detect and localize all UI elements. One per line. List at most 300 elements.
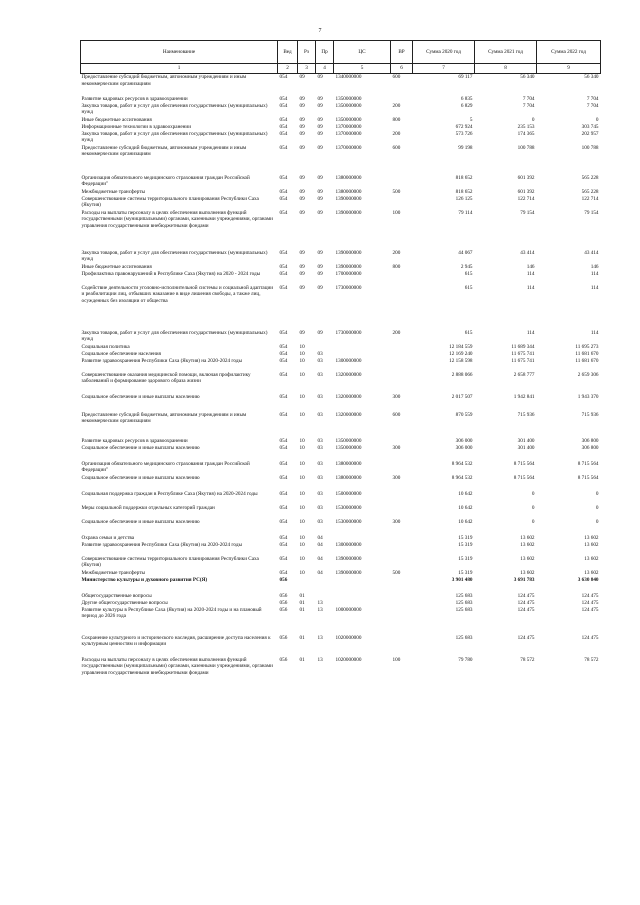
header-pr: Пр (316, 41, 334, 64)
row-pr: 03 (317, 437, 323, 444)
column-number: 4 (316, 64, 334, 74)
row-sum-2020: 6 835 (460, 95, 473, 102)
row-pr: 04 (317, 569, 323, 576)
header-rz: Рз (298, 41, 316, 64)
row-ved: 054 (279, 188, 288, 195)
row-rz: 09 (299, 74, 305, 80)
row-sum-2020: 2 945 (460, 263, 473, 270)
row-vr (391, 196, 413, 210)
table-row (81, 535, 601, 542)
row-name: Развитие здравоохранения Республики Саха (Якутия) на 2020-2024 годы (81, 357, 242, 364)
row-cs: 1350000000 (335, 437, 362, 444)
row-sum-2022: 122 714 (581, 195, 599, 202)
row-name: Расходы на выплаты персоналу в целях обеспечения выполнения функций государственными (муниципальными) органами, казенными учреждениями, органами управления государственными внебюджетными фондами (81, 209, 273, 229)
row-pr (316, 593, 334, 600)
row-vr: 100 (392, 656, 401, 663)
row-cs: 1390000000 (335, 209, 362, 216)
header-sum-2020: Сумма 2020 год (413, 41, 475, 64)
table-row (81, 577, 601, 593)
row-ved: 054 (279, 357, 288, 364)
row-vr (391, 344, 413, 351)
row-name: Закупка товаров, работ и услуг для обеспечения государственных (муниципальных) нужд (81, 130, 268, 144)
row-sum-2021: 124 475 (517, 606, 535, 613)
row-pr (316, 577, 334, 593)
row-sum-2020: 6 829 (460, 102, 473, 109)
column-number: 8 (475, 64, 537, 74)
row-sum-2022: 2 659 306 (577, 371, 599, 378)
row-ved: 054 (279, 329, 288, 336)
row-sum-2021: 235 153 (517, 123, 535, 130)
row-name: Расходы на выплаты персоналу в целях обеспечения выполнения функций государственными (муниципальными) органами, казенными учреждениями, органами управления государственными внебюджетными фондами (81, 656, 273, 676)
row-ved: 054 (279, 555, 288, 562)
row-cs: 1300000000 (335, 541, 362, 548)
row-sum-2022: 565 228 (581, 174, 599, 181)
row-pr: 09 (317, 123, 323, 130)
row-rz: 09 (299, 209, 305, 216)
row-sum-2022: 124 475 (581, 634, 599, 641)
row-cs: 1380000000 (335, 174, 362, 181)
row-rz: 10 (299, 541, 305, 548)
table-row (81, 124, 601, 131)
table-row (81, 96, 601, 103)
row-rz: 10 (299, 437, 305, 444)
row-cs (334, 600, 391, 607)
row-rz: 10 (299, 444, 305, 451)
column-number: 7 (413, 64, 475, 74)
row-ved: 054 (279, 102, 288, 109)
column-number-row (81, 64, 601, 74)
row-cs (334, 351, 391, 358)
table-row (81, 600, 601, 607)
row-pr: 03 (317, 474, 323, 481)
row-pr: 03 (317, 518, 323, 525)
row-cs: 1320000000 (335, 411, 362, 418)
column-number: 1 (81, 64, 278, 74)
row-vr (391, 96, 413, 103)
row-rz: 10 (299, 393, 305, 400)
row-pr: 09 (317, 195, 323, 202)
row-rz: 01 (299, 606, 305, 613)
row-rz: 10 (299, 460, 305, 467)
row-pr: 09 (317, 144, 323, 151)
row-rz: 09 (299, 102, 305, 109)
row-cs: 1340000000 (335, 74, 362, 80)
row-pr: 13 (317, 606, 323, 613)
row-ved: 054 (279, 343, 288, 350)
table-row (81, 351, 601, 358)
row-pr: 09 (317, 249, 323, 256)
row-ved: 054 (279, 209, 288, 216)
row-name: Другие общегосударственные вопросы (81, 599, 168, 606)
row-sum-2021: 2 658 777 (513, 371, 535, 378)
table-row (81, 250, 601, 264)
row-pr: 03 (317, 460, 323, 467)
row-sum-2022: 78 572 (584, 656, 599, 663)
row-sum-2021: 0 (531, 490, 535, 497)
row-ved: 056 (279, 634, 288, 641)
row-vr: 300 (392, 393, 401, 400)
row-name: Развитие кадровых ресурсов в здравоохранении (81, 95, 188, 102)
row-sum-2022: 7 704 (586, 102, 599, 109)
row-pr: 09 (317, 74, 323, 80)
row-ved: 056 (279, 599, 288, 606)
row-sum-2020: 69 117 (458, 74, 473, 80)
row-cs: 1500000000 (335, 490, 362, 497)
row-sum-2020: 15 319 (458, 569, 473, 576)
row-sum-2020: 8 964 532 (451, 474, 473, 481)
row-cs: 1390000000 (335, 263, 362, 270)
row-ved: 054 (279, 518, 288, 525)
row-rz: 09 (299, 116, 305, 123)
table-row (81, 103, 601, 117)
row-pr: 09 (317, 95, 323, 102)
row-rz: 10 (299, 357, 305, 364)
row-vr (391, 358, 413, 372)
row-cs (334, 344, 391, 351)
row-sum-2021: 0 (531, 518, 535, 525)
row-cs: 1380000000 (335, 460, 362, 467)
row-ved: 054 (279, 460, 288, 467)
row-rz: 09 (299, 270, 305, 277)
column-number: 2 (278, 64, 298, 74)
table-row (81, 175, 601, 189)
row-vr (391, 593, 413, 600)
row-sum-2020: 615 (464, 284, 473, 291)
table-row (81, 210, 601, 250)
row-sum-2022: 13 602 (584, 555, 599, 562)
row-pr: 09 (317, 209, 323, 216)
table-row (81, 556, 601, 570)
table-row (81, 189, 601, 196)
row-vr (391, 351, 413, 358)
row-sum-2022: 124 475 (581, 592, 599, 599)
row-name: Совершенствование оказания медицинской помощи, включая профилактику заболеваний и формирование здорового образа жизни (81, 371, 251, 385)
row-cs (334, 593, 391, 600)
row-sum-2020: 99 198 (458, 144, 473, 151)
row-sum-2021: 301 400 (517, 444, 535, 451)
row-ved: 054 (279, 195, 288, 202)
row-ved: 054 (279, 270, 288, 277)
row-name: Социальное обеспечение и иные выплаты населению (81, 474, 200, 481)
row-ved: 056 (279, 606, 288, 613)
row-name: Социальное обеспечение и иные выплаты населению (81, 518, 200, 525)
row-pr: 09 (317, 284, 323, 291)
row-sum-2020: 3 901 480 (451, 576, 473, 583)
table-row (81, 344, 601, 351)
row-pr: 13 (317, 599, 323, 606)
row-ved: 054 (279, 95, 288, 102)
row-cs: 1390000000 (335, 569, 362, 576)
table-row (81, 145, 601, 175)
row-name: Социальное обеспечение и иные выплаты населению (81, 444, 200, 451)
row-pr: 09 (317, 263, 323, 270)
row-sum-2022: 715 936 (581, 411, 599, 418)
row-sum-2020: 125 683 (455, 634, 473, 641)
row-name: Развитие здравоохранения Республики Саха (Якутия) на 2020-2024 годы (81, 541, 242, 548)
row-vr (391, 491, 413, 505)
row-ved: 054 (279, 569, 288, 576)
row-sum-2022: 13 602 (584, 534, 599, 541)
row-sum-2020: 12 158 598 (449, 357, 473, 364)
row-sum-2021: 122 714 (517, 195, 535, 202)
row-name: Развитие культуры в Республике Саха (Якутия) на 2020-2024 годы и на плановый период до 2026 года (81, 606, 262, 620)
row-cs: 1530000000 (335, 504, 362, 511)
row-sum-2022: 8 715 564 (577, 474, 599, 481)
row-sum-2020: 672 924 (455, 123, 473, 130)
row-cs: 1380000000 (335, 474, 362, 481)
row-sum-2020: 12 169 240 (449, 350, 473, 357)
row-vr (391, 635, 413, 657)
row-rz: 09 (299, 144, 305, 151)
row-ved: 054 (279, 249, 288, 256)
row-name: Иные бюджетные ассигнования (81, 263, 152, 270)
row-vr (391, 600, 413, 607)
row-name: Социальное обеспечение населения (81, 350, 161, 357)
row-vr (391, 285, 413, 330)
row-cs (334, 577, 391, 593)
row-sum-2020: 79 114 (458, 209, 473, 216)
table-row (81, 657, 601, 697)
row-ved: 054 (279, 263, 288, 270)
row-rz: 01 (299, 656, 305, 663)
row-pr: 13 (317, 656, 323, 663)
row-ved: 054 (279, 534, 288, 541)
row-rz (298, 577, 316, 593)
row-vr: 800 (392, 263, 401, 270)
row-vr: 200 (392, 102, 401, 109)
row-sum-2022: 146 (590, 263, 599, 270)
header-sum-2021: Сумма 2021 год (475, 41, 537, 64)
row-sum-2020: 12 184 559 (449, 343, 473, 350)
row-name: Социальная поддержка граждан в Республике Саха (Якутия) на 2020-2024 годы (81, 490, 258, 497)
row-ved: 054 (279, 350, 288, 357)
row-name: Предоставление субсидий бюджетным, автономным учреждениям и иным некоммерческим организациям (81, 144, 247, 158)
row-sum-2021: 3 691 783 (513, 576, 535, 583)
row-ved: 056 (279, 656, 288, 663)
row-vr: 200 (392, 249, 401, 256)
row-vr: 800 (392, 116, 401, 123)
row-rz: 09 (299, 249, 305, 256)
row-vr (391, 577, 413, 593)
row-sum-2022: 1 943 370 (577, 393, 599, 400)
row-sum-2020: 125 683 (455, 592, 473, 599)
page-number: 7 (318, 28, 322, 34)
row-rz: 01 (299, 592, 305, 599)
row-sum-2022: 11 681 670 (575, 350, 599, 357)
row-rz: 10 (299, 534, 305, 541)
row-pr: 09 (317, 188, 323, 195)
row-sum-2021: 13 602 (520, 541, 535, 548)
row-rz: 01 (299, 634, 305, 641)
column-number: 5 (334, 64, 391, 74)
row-ved: 054 (279, 284, 288, 291)
row-pr: 09 (317, 102, 323, 109)
table-row (81, 570, 601, 577)
row-rz: 09 (299, 123, 305, 130)
row-sum-2021: 174 365 (517, 130, 535, 137)
row-vr (391, 124, 413, 131)
row-sum-2021: 7 704 (522, 102, 535, 109)
row-sum-2020: 125 683 (455, 599, 473, 606)
column-number: 3 (298, 64, 316, 74)
row-sum-2022: 0 (595, 116, 599, 123)
row-sum-2022: 3 630 840 (577, 576, 599, 583)
column-number: 6 (391, 64, 413, 74)
table-row (81, 372, 601, 394)
row-cs: 1370000000 (335, 123, 362, 130)
row-name: Закупка товаров, работ и услуг для обеспечения государственных (муниципальных) нужд (81, 329, 268, 343)
row-cs: 1390000000 (335, 249, 362, 256)
row-cs: 1530000000 (335, 518, 362, 525)
row-sum-2022: 0 (595, 504, 599, 511)
table-row (81, 438, 601, 445)
row-name: Закупка товаров, работ и услуг для обеспечения государственных (муниципальных) нужд (81, 102, 268, 116)
row-sum-2020: 126 125 (455, 195, 473, 202)
row-sum-2022: 114 (590, 329, 599, 336)
row-vr (391, 461, 413, 475)
row-cs (334, 535, 391, 542)
row-name: Информационные технологии в здравоохранении (81, 123, 191, 130)
row-rz: 10 (299, 371, 305, 378)
row-pr: 03 (317, 490, 323, 497)
row-vr (391, 372, 413, 394)
table-row (81, 519, 601, 535)
row-sum-2022: 7 704 (586, 95, 599, 102)
row-sum-2021: 43 414 (520, 249, 535, 256)
row-sum-2021: 601 392 (517, 188, 535, 195)
row-pr: 03 (317, 357, 323, 364)
row-name: Организация обязательного медицинского страхования граждан Российской Федерации" (81, 174, 250, 188)
row-cs: 1350000000 (335, 444, 362, 451)
row-rz: 09 (299, 284, 305, 291)
row-sum-2022: 124 475 (581, 599, 599, 606)
row-ved: 054 (279, 490, 288, 497)
column-number: 9 (537, 64, 601, 74)
row-sum-2020: 306 000 (455, 444, 473, 451)
row-rz: 09 (299, 188, 305, 195)
row-cs: 1700000000 (335, 270, 362, 277)
table-row (81, 491, 601, 505)
row-ved: 054 (279, 444, 288, 451)
table-row (81, 358, 601, 372)
row-sum-2020: 5 (469, 116, 473, 123)
table-row (81, 271, 601, 285)
row-ved: 054 (279, 411, 288, 418)
row-vr: 300 (392, 444, 401, 451)
row-rz: 10 (299, 490, 305, 497)
header-name: Наименование (81, 41, 278, 64)
row-name: Межбюджетные трансферты (81, 569, 146, 576)
row-ved: 054 (279, 130, 288, 137)
row-pr: 04 (317, 534, 323, 541)
row-ved: 054 (279, 144, 288, 151)
row-sum-2022: 124 475 (581, 606, 599, 613)
row-sum-2021: 56 340 (520, 74, 535, 80)
row-name: Предоставление субсидий бюджетным, автономным учреждениям и иным некоммерческим организациям (81, 411, 247, 425)
table-row (81, 117, 601, 124)
row-sum-2021: 301 400 (517, 437, 535, 444)
row-sum-2021: 8 715 564 (513, 460, 535, 467)
row-pr: 03 (317, 444, 323, 451)
row-pr: 03 (317, 504, 323, 511)
row-sum-2022: 0 (595, 518, 599, 525)
row-vr: 500 (392, 569, 401, 576)
header-ved: Вед (278, 41, 298, 64)
row-sum-2020: 8 964 532 (451, 460, 473, 467)
row-name: Закупка товаров, работ и услуг для обеспечения государственных (муниципальных) нужд (81, 249, 268, 263)
row-rz: 10 (299, 343, 305, 350)
row-name: Профилактика правонарушений в Республике Саха (Якутия) на 2020 - 2024 годы (81, 270, 261, 277)
table-row (81, 74, 601, 96)
row-vr: 200 (392, 329, 401, 336)
row-name: Предоставление субсидий бюджетным, автономным учреждениям и иным некоммерческим организациям (81, 74, 247, 87)
row-pr: 13 (317, 634, 323, 641)
row-cs: 1730000000 (335, 329, 362, 336)
table-row (81, 412, 601, 438)
row-sum-2020: 615 (464, 270, 473, 277)
table-row (81, 330, 601, 344)
row-sum-2021: 0 (531, 116, 535, 123)
row-sum-2022: 13 602 (584, 541, 599, 548)
row-sum-2022: 0 (595, 490, 599, 497)
row-vr (391, 535, 413, 542)
row-vr: 200 (392, 130, 401, 137)
row-cs: 1020000000 (335, 634, 362, 641)
table-row (81, 445, 601, 461)
row-sum-2020: 125 683 (455, 606, 473, 613)
row-vr: 300 (392, 474, 401, 481)
row-sum-2021: 715 936 (517, 411, 535, 418)
row-vr: 600 (392, 144, 401, 151)
row-sum-2022: 306 800 (581, 444, 599, 451)
row-vr: 300 (392, 518, 401, 525)
row-cs: 1390000000 (335, 555, 362, 562)
row-sum-2020: 15 319 (458, 541, 473, 548)
row-sum-2020: 573 726 (455, 130, 473, 137)
row-sum-2022: 8 715 564 (577, 460, 599, 467)
row-sum-2021: 124 475 (517, 599, 535, 606)
table-row (81, 264, 601, 271)
row-name: Содействие деятельности уголовно-исполнительной системы и социальной адаптации и реабилитации лиц, отбывших наказание в виде лишения свободы, а также лиц, осужденных без изоляции от общества (81, 284, 274, 304)
row-pr: 09 (317, 270, 323, 277)
row-cs: 1350000000 (335, 95, 362, 102)
row-vr (391, 505, 413, 519)
row-sum-2021: 8 715 564 (513, 474, 535, 481)
row-sum-2020: 870 559 (455, 411, 473, 418)
row-pr: 03 (317, 411, 323, 418)
row-name: Совершенствование системы территориального планирования Республики Саха (Якутия) (81, 555, 259, 569)
row-name: Совершенствование системы территориального планирования Республики Саха (Якутия) (81, 195, 259, 209)
row-vr (391, 556, 413, 570)
row-sum-2020: 15 319 (458, 534, 473, 541)
row-cs: 1370000000 (335, 130, 362, 137)
row-name: Охрана семьи и детства (81, 534, 135, 541)
table-row (81, 505, 601, 519)
row-sum-2022: 11 681 670 (575, 357, 599, 364)
row-sum-2022: 303 745 (581, 123, 599, 130)
row-rz: 10 (299, 518, 305, 525)
row-vr (391, 542, 413, 556)
row-sum-2021: 13 602 (520, 555, 535, 562)
row-cs: 1350000000 (335, 116, 362, 123)
row-pr: 09 (317, 116, 323, 123)
row-rz: 10 (299, 411, 305, 418)
row-rz: 10 (299, 569, 305, 576)
row-pr: 03 (317, 350, 323, 357)
row-rz: 10 (299, 474, 305, 481)
row-ved: 056 (279, 592, 288, 599)
table-row (81, 593, 601, 600)
